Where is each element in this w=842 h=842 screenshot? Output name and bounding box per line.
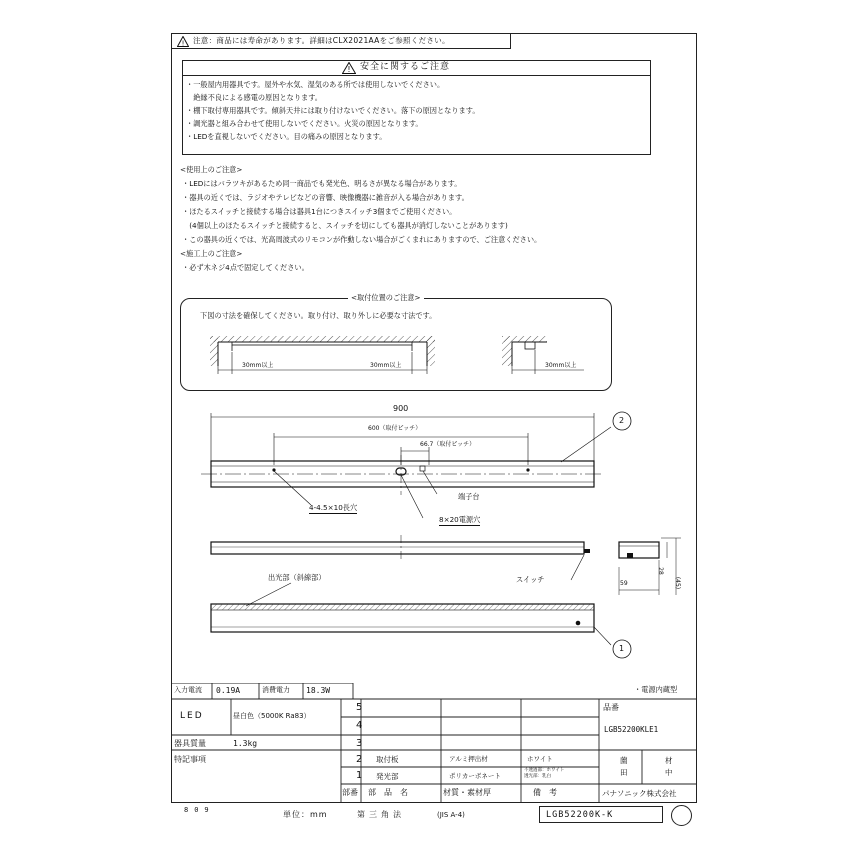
dim-pitch: 600（取付ピッチ） <box>368 425 422 432</box>
power-hole-label: 8×20電源穴 <box>439 515 481 524</box>
footer-projection: 第三角法 <box>357 810 405 819</box>
led-value: 昼白色（5000K Ra83） <box>233 712 311 720</box>
special-label: 特記事項 <box>174 755 206 764</box>
terminal-label: 端子台 <box>458 492 480 501</box>
header-name: 部 品 名 <box>368 788 408 797</box>
callout-1: 1 <box>619 644 625 653</box>
model-value: LGB52200KLE1 <box>604 725 659 734</box>
footer-model: LGB52200K-K <box>546 810 614 820</box>
safety-item: ・棚下取付専用器具です。傾斜天井には取り付けないでください。落下の原因となります。 <box>186 106 480 115</box>
callout-2: 2 <box>619 416 625 425</box>
svg-text:!: ! <box>347 65 351 74</box>
safety-item: ・LEDを直視しないでください。目の痛みの原因となります。 <box>186 132 387 141</box>
row-number: 4 <box>356 720 363 731</box>
row-number: 1 <box>356 770 363 781</box>
mounting-dim-mid: 30mm以上 <box>370 362 402 369</box>
power-label: 消費電力 <box>262 686 290 694</box>
switch-label: スイッチ <box>516 575 545 584</box>
power-value: 18.3W <box>306 686 331 695</box>
usage-item: ・器具の近くでは、ラジオやテレビなどの音響、映像機器に雑音が入る場合があります。 <box>182 193 469 202</box>
header-note: 備 考 <box>533 788 557 797</box>
part-name: 取付板 <box>376 755 399 764</box>
row-number: 2 <box>356 754 363 765</box>
footer-code: 809 <box>184 806 215 814</box>
mass-value: 1.3kg <box>233 739 258 748</box>
part-material: ポリカーボネート <box>449 772 501 780</box>
construction-heading: <施工上のご注意> <box>180 249 243 258</box>
drawer-1: 田 <box>620 768 628 777</box>
safety-item: ・調光器と組み合わせて使用しないでください。火災の原因となります。 <box>186 119 423 128</box>
mass-label: 器具質量 <box>174 739 206 748</box>
led-label: LED <box>180 711 204 721</box>
designer-1: 薗 <box>620 756 628 765</box>
drawer-2: 中 <box>665 768 673 777</box>
dim-59: 59 <box>620 580 628 587</box>
power-builtin-label: ・電源内蔵型 <box>634 685 678 694</box>
part-name: 発光部 <box>376 772 399 781</box>
safety-item: ・一般屋内用器具です。屋外や水気、湿気のある所では使用しないでください。 <box>186 80 445 89</box>
safety-title-divider <box>182 75 651 76</box>
warning-icon <box>342 62 356 74</box>
part-note: ホワイト <box>527 755 553 763</box>
mounting-note: 下図の寸法を確保してください。取り付け、取り外しに必要な寸法です。 <box>200 311 437 320</box>
usage-item: ・LEDにはバラツキがあるため同一商品でも発光色、明るさが異なる場合があります。 <box>182 179 462 188</box>
model-label: 品番 <box>603 703 619 712</box>
dim-28: 28 <box>656 567 664 575</box>
footer-unit: 単位：mm <box>283 810 328 819</box>
mounting-dim-left: 30mm以上 <box>242 362 274 369</box>
dim-45: (45) <box>674 576 682 590</box>
part-note: 不透過部：ホワイト 透光部：乳白 <box>524 768 565 779</box>
emit-part-label: 出光部（斜線部） <box>268 573 326 582</box>
header-num: 部番 <box>342 788 358 797</box>
dim-total: 900 <box>393 404 409 413</box>
construction-item: ・必ず木ネジ4点で固定してください。 <box>182 263 309 272</box>
row-number: 3 <box>356 738 363 749</box>
warning-icon <box>177 36 189 47</box>
part-material: アルミ押出材 <box>449 755 488 763</box>
row-number: 5 <box>356 702 363 713</box>
footer-circle-mark <box>671 805 692 826</box>
usage-item: ・この器具の近くでは、光高周波式のリモコンが作動しない場合がごくまれにありますので、ご注意ください。 <box>182 235 542 244</box>
svg-text:!: ! <box>181 39 185 47</box>
input-current-label: 入力電流 <box>174 686 202 694</box>
notice-text: 注意：商品には寿命があります。詳細はCLX2021AAをご参照ください。 <box>193 36 450 45</box>
safety-title: 安全に関するご注意 <box>360 62 451 72</box>
footer-standard: (JIS A-4) <box>437 811 465 819</box>
usage-item: (4個以上のほたるスイッチと接続すると、スイッチを切にしても器具が消灯しないことがあります) <box>182 221 508 230</box>
input-current-value: 0.19A <box>216 686 241 695</box>
mounting-dim-right: 30mm以上 <box>545 362 577 369</box>
company-name: パナソニック株式会社 <box>602 789 677 798</box>
usage-item: ・ほたるスイッチと接続する場合は器具1台につきスイッチ3個までご使用ください。 <box>182 207 457 216</box>
dim-pitch-2: 66.7（取付ピッチ） <box>420 441 476 448</box>
header-material: 材質・素材厚 <box>443 788 491 797</box>
mounting-title: <取付位置のご注意> <box>348 293 424 303</box>
designer-2: 材 <box>665 756 673 765</box>
mounting-diagram <box>180 326 612 388</box>
safety-item: 絶縁不良による感電の原因となります。 <box>186 93 322 102</box>
slot-label: 4-4.5×10長穴 <box>309 503 358 512</box>
usage-heading: <使用上のご注意> <box>180 165 243 174</box>
